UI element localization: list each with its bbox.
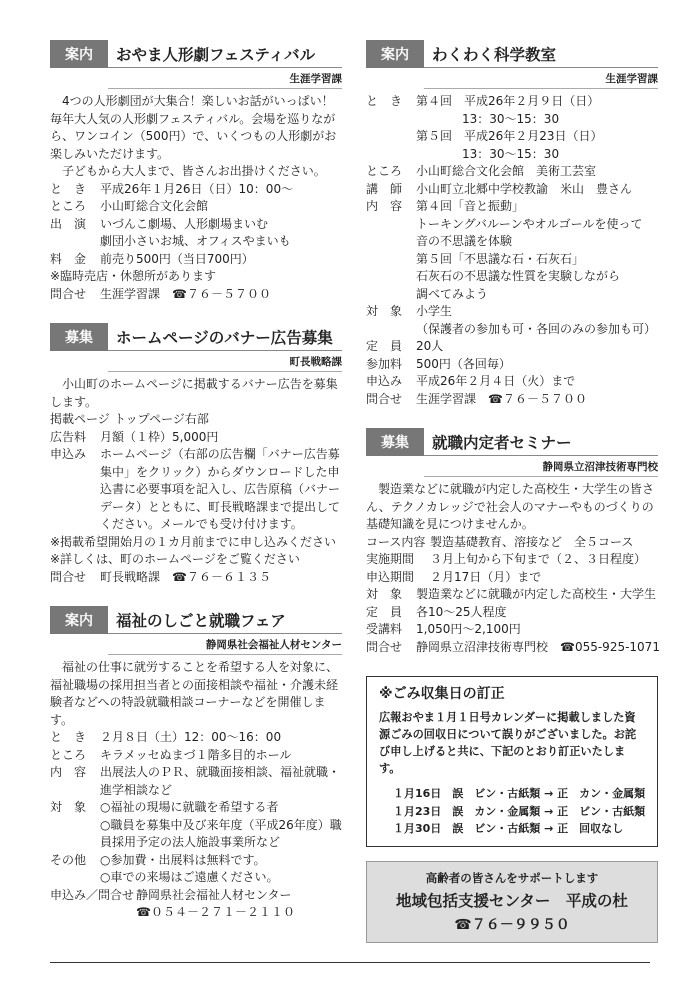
info-row-fee: 参加料 500円（各回毎）	[366, 356, 511, 371]
info-row-apply: 申込み ホームページ（右部の広告欄「バナー広告募集中」をクリック）からダウンロードした申込書に必要事項を記入し、広告原稿（バナーデータ）とともに、町長戦略課まで提出してください。メールでも受け付けます。	[50, 447, 341, 531]
section-department: 静岡県立沼津技術専門校	[424, 456, 658, 477]
section-intro: 小山町のホームページに掲載するバナー広告を募集します。	[50, 377, 338, 409]
info-row-contact: 問合せ 生涯学習課 ☎７６－５７００	[366, 391, 587, 406]
section-department: 静岡県社会福祉人材センター	[108, 634, 342, 655]
section-header	[50, 606, 342, 634]
section-title: ホームページのバナー広告募集	[108, 323, 342, 351]
section-tag: 案内	[50, 606, 108, 634]
info-note: ※臨時売店・休憩所があります	[50, 269, 217, 283]
info-row-content-5: 石灰石の不思議な性質を実験しながら	[416, 269, 621, 283]
info-row-date: と き 第４回 平成26年２月９日（日）	[366, 94, 600, 108]
info-note-1: ※掲載希望開始月の１カ月前までに申し込みください	[50, 534, 337, 549]
info-row-page: 掲載ページ トップページ右部	[50, 412, 209, 426]
info-row-capacity: 定 員 各10～25人程度	[366, 604, 507, 619]
info-row-contact: 申込み／問合せ 静岡県社会福祉人材センター	[50, 887, 292, 902]
info-row-content: 内 容 第４回「音と振動」	[366, 199, 525, 213]
info-row-content-3: 音の不思議を体験	[416, 234, 513, 248]
support-tagline: 高齢者の皆さんをサポートします	[425, 870, 599, 885]
info-row-cast-2: 劇団小さいお城、オフィスやまいも	[100, 234, 291, 248]
correction-item: １月30日 誤 ビン・古紙類 → 正 回収なし	[393, 822, 624, 835]
section-title: 就職内定者セミナー	[424, 428, 658, 456]
section-intro-2: 子どもから大人まで、皆さんお出掛けください。	[62, 164, 326, 178]
info-row-target-2: ○職員を募集中及び来年度（平成26年度）職員採用予定の法人施設事業所など	[100, 817, 342, 849]
section-header	[50, 40, 342, 68]
info-row-contact: 問合せ 生涯学習課 ☎７６－５７００	[50, 286, 271, 301]
section-title: わくわく科学教室	[424, 40, 658, 68]
info-row-capacity: 定 員 20人	[366, 339, 444, 353]
info-row-apply: 申込み 平成26年２月４日（火）まで	[366, 374, 576, 388]
support-phone: ☎７６－９９５０	[454, 916, 570, 933]
info-row-period: 実施期間 ３月上旬から下旬まで（２、３日程度）	[366, 552, 647, 566]
info-row-place: ところ 小山町総合文化会館	[50, 199, 209, 213]
info-row-course: コース内容 製造基礎教育、溶接など 全５コース	[366, 534, 634, 549]
info-row-other: その他 ○参加費・出展料は無料です。	[50, 852, 266, 867]
section-intro: 福祉の仕事に就労することを希望する人を対象に、福祉職場の採用担当者との面接相談や福祉・介護未経験者などへの特設就職相談コーナーなどを開催します。	[50, 660, 339, 727]
section-tag: 募集	[366, 428, 424, 456]
info-row-date: と き 平成26年１月26日（日）10：00～	[50, 181, 294, 196]
info-row-target-note: （保護者の参加も可・各回のみの参加も可）	[416, 321, 657, 336]
info-row-date-2: 第５回 平成26年２月23日（日）	[416, 129, 603, 143]
section-welfare-fair	[50, 606, 342, 922]
section-puppet-festival	[50, 40, 342, 303]
info-row-content-2: トーキングバルーンやオルゴールを使って	[416, 216, 643, 231]
info-row-fee: 広告料 月額（１枠）5,000円	[50, 429, 219, 444]
support-center-name: 地域包括支援センター 平成の杜	[396, 891, 628, 910]
section-tag: 案内	[366, 40, 424, 68]
bottom-divider	[50, 962, 650, 963]
info-row-date: と き ２月８日（土）12：00～16：00	[50, 730, 282, 744]
info-row-place: ところ キラメッセぬまづ１階多目的ホール	[50, 747, 292, 762]
correction-item: １月16日 誤 ビン・古紙類 → 正 カン・金属類	[393, 787, 646, 800]
info-row-content-4: 第５回「不思議な石・石灰石」	[416, 251, 585, 266]
section-tag: 募集	[50, 323, 108, 351]
info-row-target: 対 象 小学生	[366, 304, 453, 318]
info-row-content: 内 容 出展法人のＰＲ、就職面接相談、福祉就職・進学相談など	[50, 765, 341, 797]
info-row-teacher: 講 師 小山町立北郷中学校教諭 米山 豊さん	[366, 181, 633, 196]
info-row-cast: 出 演 いづんこ劇場、人形劇場まいむ	[50, 216, 269, 231]
section-title: おやま人形劇フェスティバル	[108, 40, 342, 68]
info-row-fee: 料 金 前売り500円（当日700円）	[50, 251, 254, 266]
info-row-contact-phone: ☎０５４－２７１－２１１０	[136, 905, 295, 919]
support-center-box	[366, 861, 658, 943]
info-row-contact: 問合せ 町長戦略課 ☎７６－６１３５	[50, 569, 271, 584]
correction-item: １月23日 誤 カン・金属類 → 正 ビン・古紙類	[393, 804, 646, 818]
section-intro: 製造業などに就職が内定した高校生・大学生の皆さん、テクノカレッジで社会人のマナーやものづくりの基礎知識を見につけませんか。	[366, 482, 655, 531]
right-column	[366, 40, 658, 943]
info-row-time-2: 13：30～15：30	[462, 146, 560, 161]
section-tag: 案内	[50, 40, 108, 68]
garbage-correction-notice	[366, 676, 658, 847]
section-header	[50, 323, 342, 351]
info-row-content-6: 調べてみよう	[416, 286, 489, 301]
notice-title: ※ごみ収集日の訂正	[379, 686, 505, 702]
section-department: 生涯学習課	[424, 68, 658, 89]
info-row-target: 対 象 製造業などに就職が内定した高校生・大学生	[366, 587, 657, 601]
section-department: 生涯学習課	[108, 68, 342, 89]
notice-text: 広報おやま１月１日号カレンダーに掲載しました資源ごみの回収日について誤りがございました。お詫び申し上げると共に、下記のとおり訂正いたします。	[379, 711, 637, 775]
section-job-seminar	[366, 428, 658, 656]
info-row-target: 対 象 ○福祉の現場に就職を希望する者	[50, 800, 279, 814]
section-banner-ad	[50, 323, 342, 586]
section-header	[366, 428, 658, 456]
info-row-fee: 受講料 1,050円～2,100円	[366, 622, 521, 636]
info-row-time-1: 13：30～15：30	[462, 111, 560, 126]
info-row-other-2: ○車での来場はご遠慮ください。	[100, 870, 279, 884]
section-intro: 4つの人形劇団が大集合！楽しいお話がいっぱい！毎年大人気の人形劇フェスティバル。会場を巡りながら、ワンコイン（500円）で、いくつもの人形劇がお楽しみいただけます。	[50, 94, 337, 161]
left-column	[50, 40, 342, 942]
section-science-class	[366, 40, 658, 408]
info-row-deadline: 申込期間 ２月17日（月）まで	[366, 569, 542, 584]
info-row-place: ところ 小山町総合文化会館 美術工芸室	[366, 164, 597, 178]
section-department: 町長戦略課	[108, 351, 342, 372]
info-note-2: ※詳しくは、町のホームページをご覧ください	[50, 552, 300, 566]
section-header	[366, 40, 658, 68]
section-title: 福祉のしごと就職フェア	[108, 606, 342, 634]
info-row-contact: 問合せ 静岡県立沼津技術専門校 ☎055-925-1071	[366, 639, 660, 654]
